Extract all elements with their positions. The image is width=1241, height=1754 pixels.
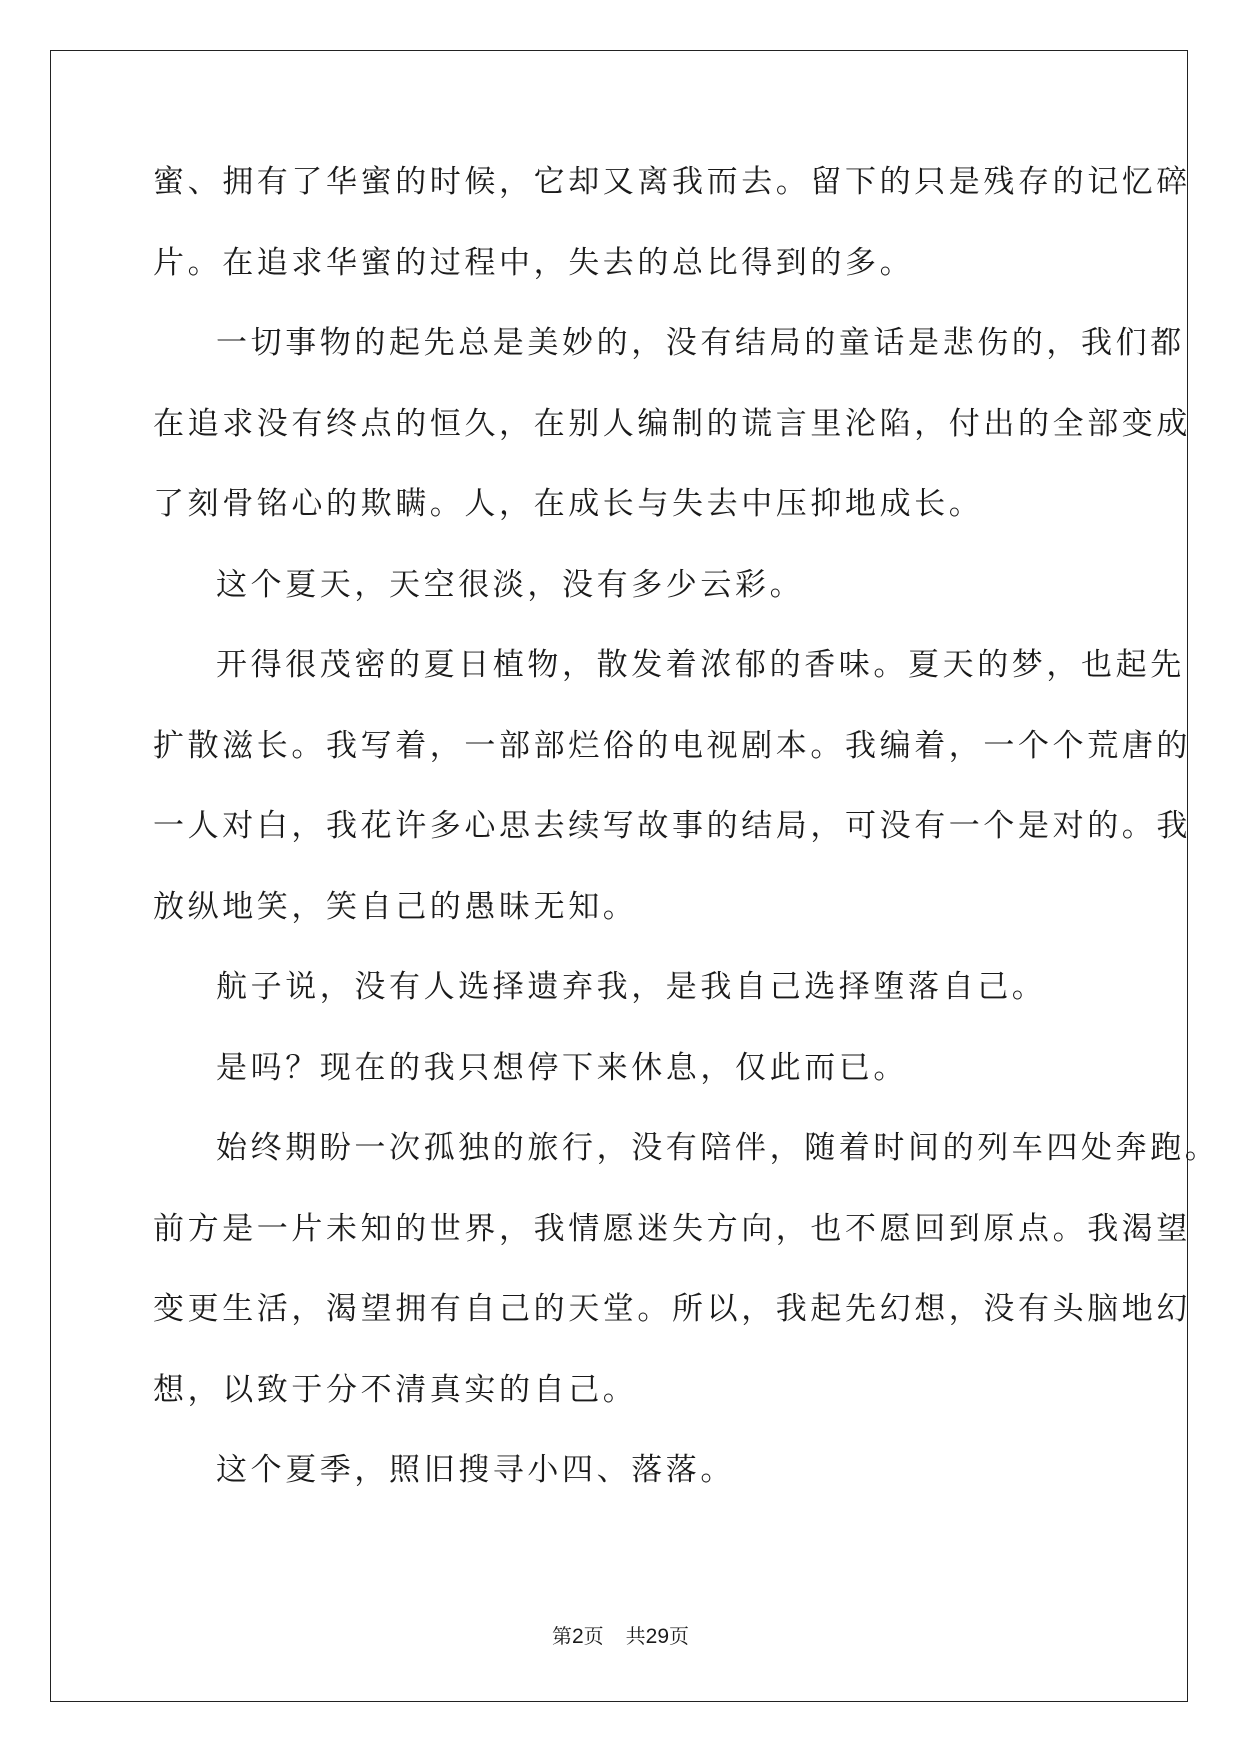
text-line: 想，以致于分不清真实的自己。 [153,1371,638,1408]
text-line: 蜜、拥有了华蜜的时候，它却又离我而去。留下的只是残存的记忆碎 [153,164,1191,200]
text-line: 开得很茂密的夏日植物，散发着浓郁的香味。夏天的梦，也起先 [216,647,1185,683]
text-line: 在追求没有终点的恒久，在别人编制的谎言里沦陷，付出的全部变成 [153,405,1191,442]
text-line: 扩散滋长。我写着，一部部烂俗的电视剧本。我编着，一个个荒唐的 [153,727,1191,764]
text-line: 这个夏天，天空很淡，没有多少云彩。 [216,566,805,603]
document-body [153,155,1220,1524]
text-line: 一人对白，我花许多心思去续写故事的结局，可没有一个是对的。我 [153,808,1191,844]
total-pages: 29 [645,1625,670,1648]
page-suffix: 页 [583,1626,604,1648]
page-number: 2 [571,1625,584,1648]
text-line: 前方是一片未知的世界，我情愿迷失方向，也不愿回到原点。我渴望 [153,1210,1191,1247]
text-line: 变更生活，渴望拥有自己的天堂。所以，我起先幻想，没有头脑地幻 [153,1291,1191,1327]
text-line: 片。在追求华蜜的过程中，失去的总比得到的多。 [153,244,915,281]
text-line: 航子说，没有人选择遗弃我，是我自己选择堕落自己。 [216,969,1047,1005]
total-prefix: 共 [625,1626,646,1648]
text-line: 放纵地笑，笑自己的愚昧无知。 [153,888,638,925]
text-line: 一切事物的起先总是美妙的，没有结局的童话是悲伤的，我们都 [216,325,1185,361]
page-footer [0,1620,1241,1649]
text-line: 是吗？现在的我只想停下来休息，仅此而已。 [216,1049,908,1086]
text-line: 始终期盼一次孤独的旅行，没有陪伴，随着时间的列车四处奔跑。 [216,1130,1220,1166]
total-suffix: 页 [669,1626,690,1648]
text-line: 这个夏季，照旧搜寻小四、落落。 [216,1452,735,1488]
text-line: 了刻骨铭心的欺瞒。人，在成长与失去中压抑地成长。 [153,486,984,522]
page-prefix: 第 [551,1626,572,1648]
